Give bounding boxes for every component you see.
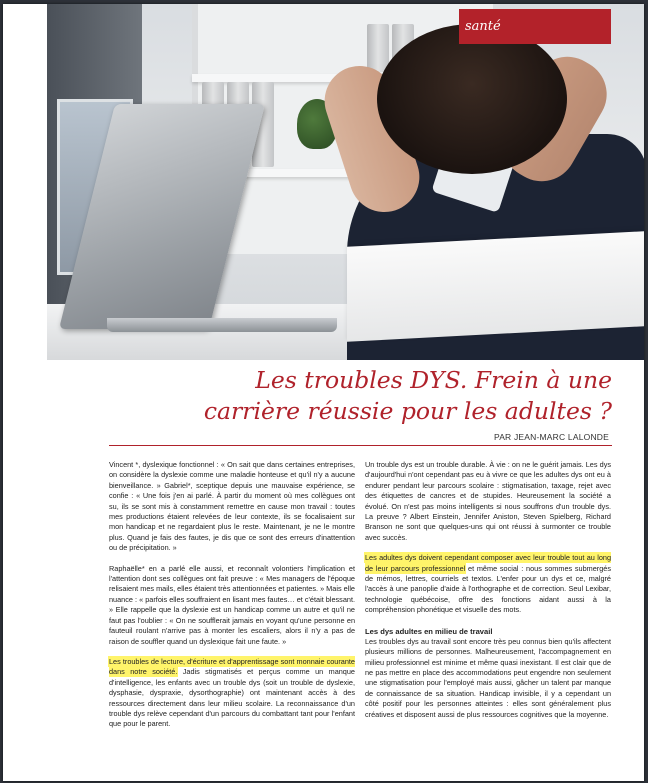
paragraph <box>365 553 611 615</box>
paragraph-text: et même social : nous sommes submergés de mémos, lettres, courriels et textos. L'enfer pour un dys et ce, malgré l'accès à une panoplie d'aide à l'orthographe et de correction. Seul Lexibar, technologie québécoise, offre des fonctions aidant aussi à la compréhension phonétique et visuelle des mots. <box>365 563 611 615</box>
paragraph: Raphaëlle* en a parlé elle aussi, et reconnaît volontiers l'implication et l'attention dont ses collègues ont fait preuve : « Mes managers de l'époque relisaient mes mails, elles étaient très attentionnées et patientes. » Mais elle nuance : « parfois elles souffraient en lisant mes fautes… et c'était blessant. » Elle rappelle que la dyslexie est un handicap comme un autre et qu'il ne faut pas l'oublier : « On ne soufflerait jamais en voyant qu'une personne en fauteuil roulant n'arrive pas à monter les escaliers, alors il n'y a pas de raison de souffler quand un dyslexique fait une faute. » <box>109 563 355 646</box>
paragraph: Un trouble dys est un trouble durable. À vie : on ne le guérit jamais. Les dys d'aujourd'hui n'ont cependant pas eu à vivre ce que les adultes dys ont eu à endurer pendant leur parcours scolaire : stigmatisation, taxage, rejet avec des étiquettes de cancres et de stupides. Heureusement la société a évolué. On n'est pas moins intelligents si nous souffrons d'un trouble dys. La preuve ? Albert Einstein, Jennifer Aniston, Steven Spielberg, Richard Branson ne sont que quelques-uns qui ont réussi à surmonter ce trouble avec succès. <box>365 460 611 542</box>
paragraph: Les troubles dys au travail sont encore très peu connus bien qu'ils affectent plusieurs millions de personnes. Malheureusement, l'accompagnement en milieu professionnel est minime et même quasi inexistant. Il est clair que de ne pas mettre en place des accommodations peut engendre non seulement une stigmatisation pour l'employé mais aussi, gâcher un talent par manque de connaissance de sa situation. Handicap invisible, il y a cependant un côté positif pour les personnes atteintes : elles sont généralement plus créatives et disposent aussi de plus ressources cognitives que la moyenne. <box>365 636 611 719</box>
left-column <box>109 460 355 740</box>
magazine-page <box>3 4 644 781</box>
title-line-2: carrière réussie pour les adultes ? <box>203 397 612 425</box>
right-column <box>365 460 611 730</box>
paragraph: Vincent *, dyslexique fonctionnel : « On sait que dans certaines entreprises, on considère la dyslexie comme une maladie honteuse et qu'il n'y a aucune bienveillance. » Gabriel*, sceptique depuis une mauvaise expérience, se confie : « Une fois j'en ai parlé. À partir du moment où mes collègues ont su, ils se sont mis à constamment remettre en cause mon travail : toutes mes productions étaient relevées de leur contexte, ils se focalisaient sur mon handicap et ne regardaient plus le reste. Maintenant, je ne le montre plus. Quand je fais des fautes, je dis que ce sont des erreurs d'inattention ou de précipitation. » <box>109 460 355 553</box>
title-divider <box>109 445 612 446</box>
section-heading: Les dys adultes en milieu de travail <box>365 626 493 636</box>
byline: PAR JEAN-MARC LALONDE <box>493 432 609 442</box>
hero-photo <box>47 4 644 360</box>
section-tag: santé <box>459 9 611 44</box>
paragraph-text: Jadis stigmatisés et perçus comme un manque d'intelligence, les enfants avec un trouble dys (soit un trouble de dyslexie, dysphasie, dyspraxie, dysorthographie) ont maintenant accès à des ressources directement dans leur milieu scolaire. La reconnaissance d'un trouble dys relève cependant d'un parcours du combattant tant pour l'enfant que pour le parent. <box>109 667 355 729</box>
highlighted-text: Les adultes dys doivent cependant composer avec leur trouble tout au long de leur parcours professionnel <box>365 553 611 573</box>
article-title <box>92 365 612 427</box>
highlighted-text: Les troubles de lecture, d'écriture et d'apprentissage sont monnaie courante dans notre société. <box>109 656 355 677</box>
title-line-1: Les troubles DYS. Frein à une <box>255 366 612 394</box>
paragraph <box>109 657 355 730</box>
